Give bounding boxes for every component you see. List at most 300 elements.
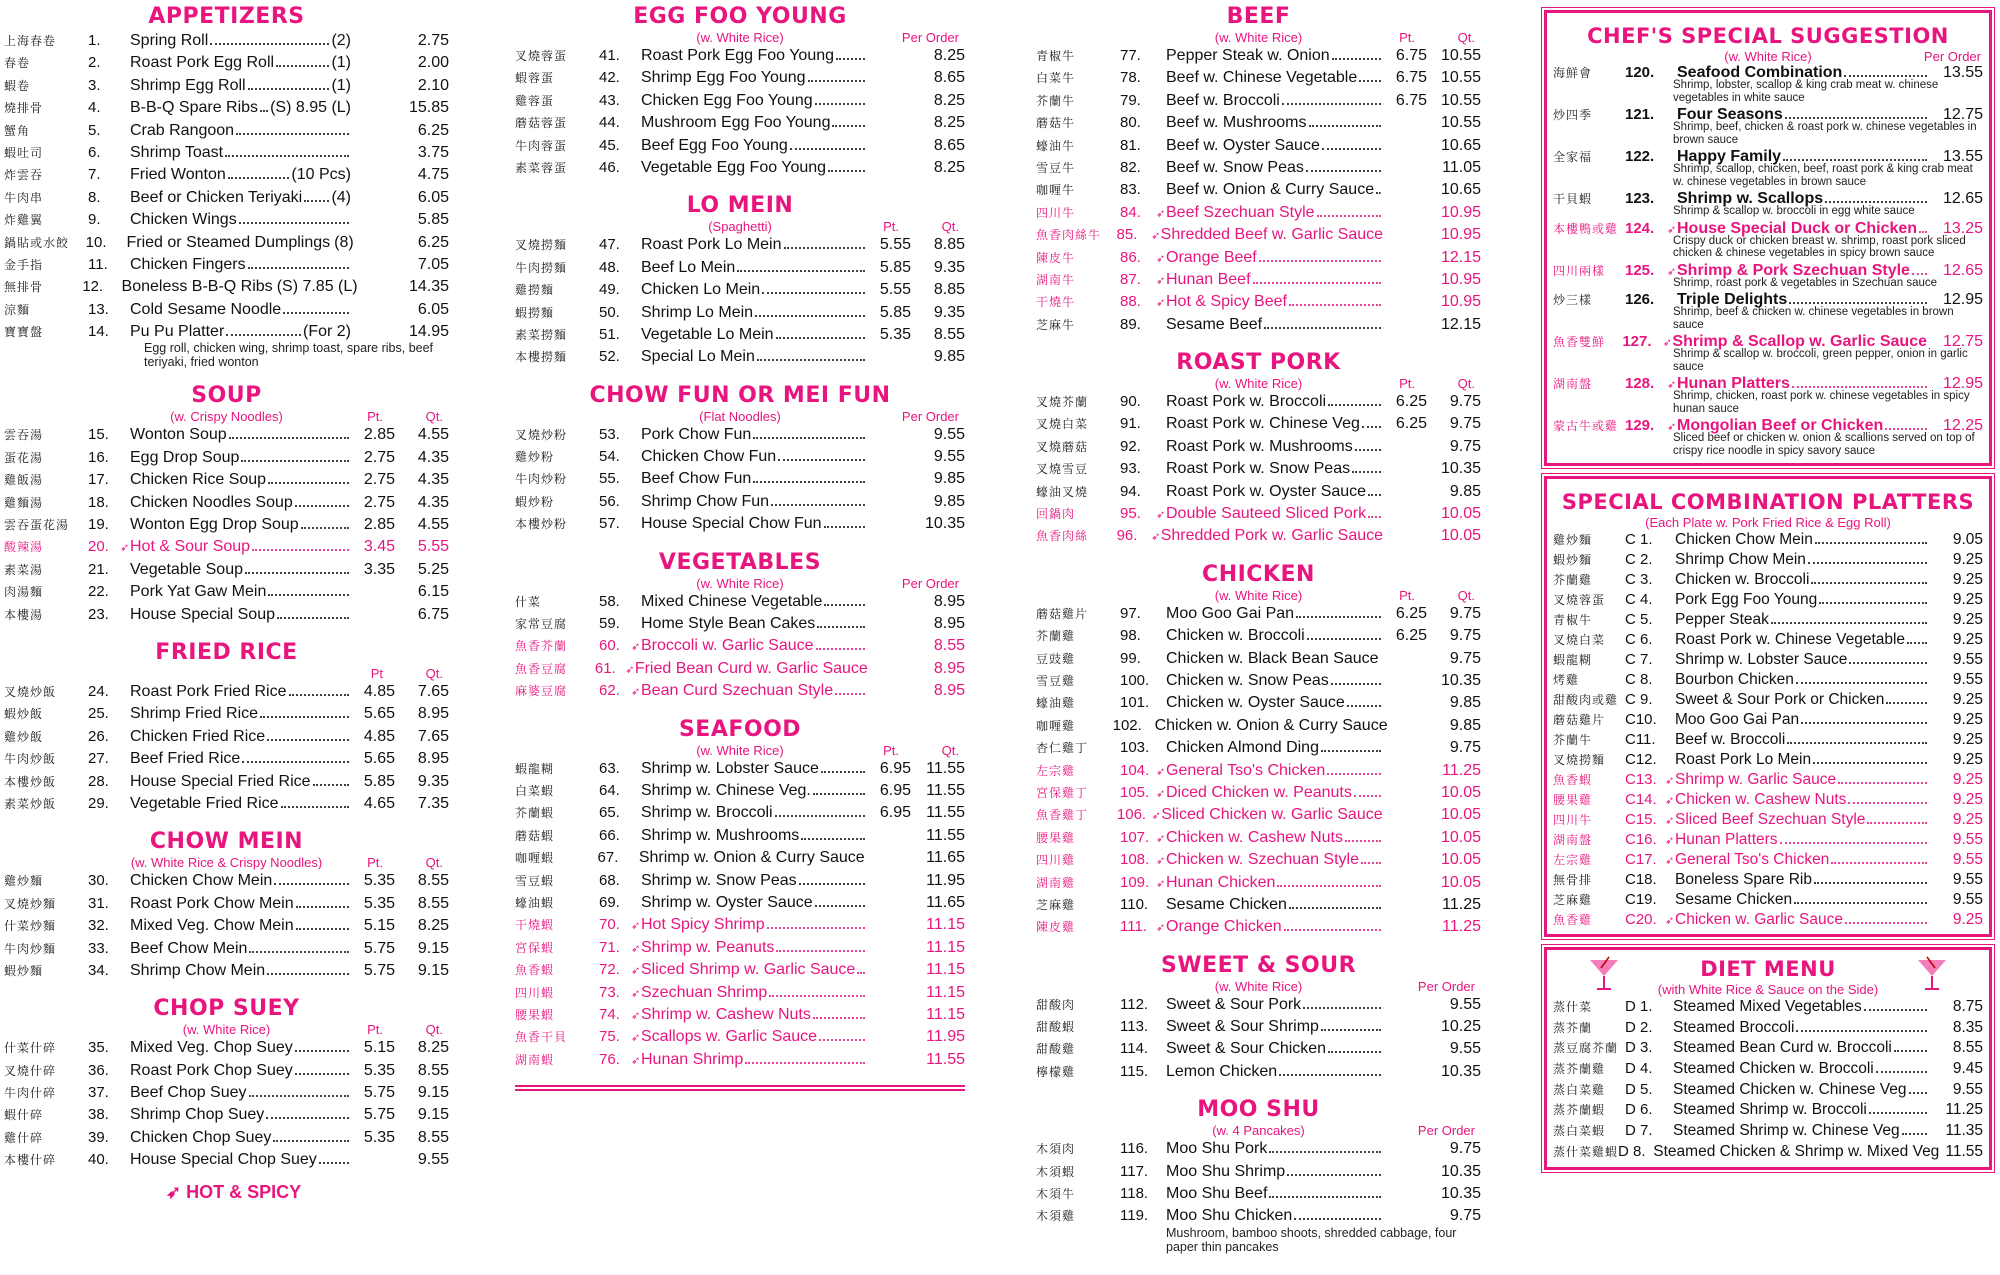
menu-item [515, 982, 965, 1004]
price-large: 9.75 [1449, 1207, 1481, 1225]
price-large: 8.55 [417, 894, 449, 912]
chili-pepper-icon: ➶ [1667, 223, 1677, 236]
leader-dots [1361, 862, 1381, 864]
price-large: 10.55 [1440, 69, 1481, 87]
item-number: 65. [599, 804, 620, 822]
menu-item [4, 30, 449, 52]
leader-dots [260, 716, 349, 718]
chinese-name: 素菜蓉蛋 [515, 160, 568, 175]
leader-dots [753, 481, 865, 483]
menu-item [4, 75, 449, 97]
price-large: 9.75 [1449, 627, 1481, 645]
item-name: Roast Pork w. Broccoli [1166, 393, 1327, 411]
chinese-name: 湖南盤 [1553, 377, 1593, 391]
chinese-name: 叉燒蘑菇 [1036, 439, 1089, 454]
price: 9.05 [1952, 531, 1983, 548]
item-number: 21. [88, 560, 109, 578]
price-small: 4.65 [363, 794, 395, 812]
item-number: 118. [1120, 1185, 1149, 1203]
price-large: 11.65 [926, 893, 965, 911]
item-number: 22. [88, 583, 109, 601]
item-note: (1) [331, 54, 351, 72]
chinese-name: 叉燒白菜 [1553, 633, 1606, 647]
chinese-name: 牛肉撈麵 [515, 260, 568, 275]
chinese-name: 蝦炒飯 [4, 707, 44, 722]
section-title: CHOP SUEY [153, 996, 300, 1022]
item-name: Shrimp Chop Suey [130, 1106, 265, 1124]
price-large: 9.35 [933, 258, 965, 276]
item-note: (For 2) [303, 323, 351, 341]
price-large: 7.65 [417, 727, 449, 745]
chili-pepper-icon: ➶ [631, 1054, 641, 1067]
menu-item [1036, 849, 1481, 871]
menu-item [1553, 530, 1983, 550]
item-number: 97. [1120, 604, 1141, 622]
leader-dots [808, 80, 865, 82]
item-name: Chicken Fingers [130, 255, 246, 273]
chili-pepper-icon: ➶ [631, 942, 641, 955]
item-number: 18. [88, 493, 109, 511]
menu-item [1036, 916, 1481, 938]
menu-section [4, 640, 449, 815]
menu-item [515, 1049, 965, 1071]
item-note: (S) 8.95 (L) [270, 99, 351, 117]
price-large: 4.75 [417, 166, 449, 184]
item-number: 43. [599, 91, 620, 109]
leader-dots [1331, 683, 1381, 685]
leader-dots [1912, 273, 1927, 275]
item-name: Wonton Egg Drop Soup [130, 516, 299, 534]
menu-item [1036, 827, 1481, 849]
chili-pepper-icon: ➶ [1156, 832, 1166, 845]
leader-dots [813, 1017, 865, 1019]
leader-dots [274, 883, 349, 885]
price-large: 10.35 [924, 515, 965, 533]
item-name: Beef w. Onion & Curry Sauce [1166, 181, 1375, 199]
section-subtitle: (w. White Rice) [1724, 49, 1812, 64]
menu-item [515, 680, 965, 702]
chinese-name: 甜酸雞 [1036, 1042, 1076, 1057]
price-small: 6.95 [879, 759, 911, 777]
leader-dots [824, 604, 865, 606]
leader-dots [1864, 1009, 1927, 1011]
price: 8.75 [1952, 998, 1983, 1015]
item-name: Mongolian Beef or Chicken [1677, 417, 1884, 434]
menu-item [1036, 692, 1481, 714]
price-small: 6.75 [1395, 69, 1427, 87]
leader-dots [753, 437, 865, 439]
item-name: Roast Pork Lo Mein [1675, 751, 1812, 768]
chili-pepper-icon: ➶ [1156, 787, 1166, 800]
leader-dots [1321, 1029, 1381, 1031]
item-description: Shrimp & scallop w. broccoli, green pepper, onion in garlic sauce [1673, 348, 1968, 373]
item-name: Pepper Steak w. Onion [1166, 47, 1330, 64]
item-note: (4) [331, 188, 351, 206]
chinese-name: 魚香干貝 [515, 1030, 568, 1045]
item-number: 124. [1625, 219, 1655, 237]
item-name: B-B-Q Spare Ribs [130, 99, 259, 117]
menu-item [4, 771, 449, 793]
menu-item [1553, 650, 1983, 670]
item-number: C20. [1625, 911, 1657, 928]
item-number: 26. [88, 727, 109, 745]
price: 12.75 [1942, 333, 1983, 350]
price-header-pt: Pt. [883, 742, 899, 758]
leader-dots [801, 838, 865, 840]
section-subtitle: (w. White Rice) [1214, 978, 1303, 994]
chinese-name: 涼麵 [4, 302, 31, 317]
chinese-name: 四川蝦 [515, 985, 555, 1000]
item-number: 24. [88, 682, 109, 700]
menu-item [515, 346, 965, 368]
leader-dots [737, 270, 865, 272]
item-name: Chicken Chow Mein [130, 872, 273, 890]
item-description: Shrimp, lobster, scallop & king crab meat w. chinese vegetables in white sauce [1673, 79, 1939, 104]
item-number: 82. [1120, 158, 1141, 176]
item-name: Steamed Shrimp w. Chinese Veg [1673, 1122, 1900, 1140]
item-name: Shrimp w. Mushrooms [641, 826, 800, 844]
menu-item [4, 232, 449, 254]
chinese-name: 雪豆牛 [1036, 160, 1076, 175]
menu-item [1036, 782, 1481, 804]
menu-item [4, 536, 449, 558]
menu-item [1553, 750, 1983, 770]
item-name: General Tso's Chicken [1166, 761, 1326, 779]
chinese-name: 湖南蝦 [515, 1052, 555, 1067]
menu-item [4, 1037, 449, 1059]
menu-item [4, 726, 449, 748]
item-number: 120. [1625, 64, 1655, 81]
menu-item [1036, 670, 1481, 692]
chinese-name: 左宗雞 [1036, 763, 1076, 778]
chinese-name: 素菜撈麵 [515, 327, 568, 342]
chinese-name: 酸辣湯 [4, 540, 44, 555]
item-name: Lemon Chicken [1166, 1062, 1278, 1080]
chili-pepper-icon: ➶ [1662, 337, 1672, 349]
chili-pepper-icon: ➶ [1665, 775, 1675, 787]
menu-item [1036, 525, 1481, 547]
item-number: 106. [1116, 806, 1147, 824]
chinese-name: 檸檬雞 [1036, 1064, 1076, 1079]
chinese-name: 蠔油叉燒 [1036, 484, 1089, 499]
item-name: Hunan Chicken [1166, 873, 1276, 891]
menu-item [1036, 1038, 1481, 1060]
price: 13.55 [1942, 64, 1983, 81]
price-large: 6.25 [417, 121, 449, 139]
item-name: Chicken w. Szechuan Style [1166, 851, 1359, 869]
leader-dots [819, 1039, 865, 1041]
menu-item [515, 914, 965, 936]
item-description: Shrimp, scallop, chicken, beef, roast pork & king crab meat w. chinese vegetables in brown sauce [1673, 163, 1973, 188]
item-number: 64. [599, 781, 620, 799]
leader-dots [239, 222, 349, 224]
item-name: Chicken Wings [130, 211, 237, 229]
chinese-name: 牛肉炒粉 [515, 472, 568, 487]
menu-item [515, 758, 965, 780]
chinese-name: 烤雞 [1553, 673, 1580, 687]
item-number: C11. [1625, 731, 1656, 748]
leader-dots [1844, 75, 1927, 77]
item-name: Vegetable Soup [130, 560, 243, 578]
item-name: Sweet & Sour Chicken [1166, 1040, 1327, 1058]
item-description: Shrimp, beef, chicken & roast pork w. chinese vegetables in brown sauce [1673, 121, 1977, 146]
item-name: Steamed Mixed Vegetables [1673, 998, 1862, 1015]
leader-dots [1813, 762, 1927, 764]
section-subtitle-row [1036, 588, 1481, 603]
chinese-name: 白菜牛 [1036, 71, 1076, 86]
item-name: Shredded Pork w. Garlic Sauce [1160, 527, 1384, 545]
item-number: 29. [88, 794, 109, 812]
menu-section [1036, 562, 1481, 939]
chinese-name: 干燒牛 [1036, 295, 1076, 310]
item-number: 85. [1116, 226, 1138, 244]
item-number: 13. [88, 300, 109, 318]
menu-item [4, 97, 449, 119]
menu-item [1036, 224, 1481, 246]
item-name: Chicken w. Oyster Sauce [1166, 694, 1345, 712]
chinese-name: 腰果蝦 [515, 1007, 555, 1022]
leader-dots [273, 1140, 349, 1142]
item-description: Egg roll, chicken wing, shrimp toast, spare ribs, beef teriyaki, fried wonton [144, 341, 434, 370]
leader-dots [1309, 125, 1382, 127]
chinese-name: 白菜蝦 [515, 783, 555, 798]
chinese-name: 甜酸蝦 [1036, 1020, 1076, 1035]
item-name: Wonton Soup [130, 426, 227, 444]
menu-item [4, 142, 449, 164]
price-large: 8.25 [933, 114, 965, 132]
leader-dots [1783, 159, 1927, 161]
menu-column-2 [515, 0, 965, 1091]
chinese-name: 湖南牛 [1036, 272, 1076, 287]
leader-dots [1801, 722, 1927, 724]
price-large: 11.55 [926, 826, 965, 844]
menu-item [515, 780, 965, 802]
leader-dots [1282, 103, 1381, 105]
item-number: 129. [1625, 417, 1655, 434]
chinese-name: 叉燒炒麵 [4, 896, 57, 911]
section-subtitle-row [1553, 982, 1983, 997]
item-number: C10. [1625, 711, 1657, 728]
item-number: 47. [599, 236, 620, 254]
leader-dots [1259, 260, 1381, 262]
menu-item [1036, 314, 1481, 336]
chinese-name: 蒸芥蘭蝦 [1553, 1103, 1606, 1118]
section-title: CHOW FUN OR MEI FUN [589, 382, 891, 408]
item-number: 32. [88, 917, 109, 935]
menu-item [1036, 503, 1481, 525]
menu-item [4, 469, 449, 491]
chinese-name: 陳皮牛 [1036, 250, 1076, 265]
menu-item [1553, 610, 1983, 630]
menu-item [1036, 112, 1481, 134]
leader-dots [755, 315, 865, 317]
section-title: CHICKEN [1202, 561, 1315, 587]
menu-item [1553, 770, 1983, 790]
chinese-name: 芥蘭蝦 [515, 806, 555, 821]
leader-dots [249, 951, 349, 953]
item-number: 39. [88, 1128, 109, 1146]
leader-dots [1327, 773, 1381, 775]
leader-dots [1376, 192, 1381, 194]
menu-item [4, 164, 449, 186]
chinese-name: 四川牛 [1036, 205, 1076, 220]
price-header: Per Order [1923, 49, 1981, 64]
chinese-name: 叉燒白菜 [1036, 417, 1089, 432]
leader-dots [295, 1073, 349, 1075]
price-small: 5.35 [363, 894, 395, 912]
item-number: 81. [1120, 136, 1141, 154]
price-large: 11.65 [926, 849, 965, 867]
chinese-name: 甜酸肉 [1036, 997, 1076, 1012]
item-number: 70. [599, 916, 620, 934]
item-name: Hunan Platters [1677, 375, 1790, 392]
menu-section [4, 383, 449, 626]
item-name: Chicken Almond Ding [1166, 739, 1319, 757]
item-number: C 1. [1625, 531, 1653, 548]
item-number: 128. [1625, 375, 1655, 392]
item-name: Vegetable Lo Mein [641, 325, 774, 343]
price-small: 6.25 [1395, 415, 1427, 433]
leader-dots [249, 1095, 349, 1097]
price-large: 4.55 [417, 516, 449, 534]
menu-item [1553, 1142, 1983, 1163]
price-small: 5.55 [879, 236, 911, 254]
chinese-name: 雲吞湯 [4, 428, 44, 443]
menu-column-1 [4, 0, 449, 1203]
chinese-name: 叉燒什碎 [4, 1063, 57, 1078]
price: 12.65 [1942, 261, 1983, 279]
menu-item [4, 1082, 449, 1104]
menu-item [515, 112, 965, 134]
item-name: Shrimp Egg Foo Young [641, 69, 806, 87]
item-number: 125. [1625, 261, 1655, 279]
item-number: 108. [1120, 851, 1150, 869]
item-name: Beef Egg Foo Young [641, 136, 788, 154]
item-number: 117. [1120, 1162, 1149, 1180]
item-number: 54. [599, 448, 620, 466]
item-number: 86. [1120, 248, 1141, 266]
price-small: 5.65 [363, 705, 395, 723]
price-large: 10.95 [1440, 226, 1481, 244]
item-name: Vegetable Egg Foo Young [641, 158, 827, 176]
menu-item [1553, 1100, 1983, 1121]
menu-item [1036, 157, 1481, 179]
item-name: House Special Chop Suey [130, 1151, 317, 1169]
item-name: Happy Family [1677, 148, 1782, 165]
menu-item [1553, 590, 1983, 610]
item-number: 55. [599, 470, 620, 488]
item-name: Bourbon Chicken [1675, 671, 1794, 688]
menu-column-3 [1036, 0, 1481, 1268]
item-name: Mixed Veg. Chop Suey [130, 1039, 293, 1057]
chinese-name: 木須雞 [1036, 1209, 1076, 1224]
item-number: 76. [599, 1050, 620, 1068]
menu-item [1036, 202, 1481, 224]
item-name: Steamed Bean Curd w. Broccoli [1673, 1039, 1892, 1057]
leader-dots [248, 88, 330, 90]
chili-pepper-icon: ➶ [1151, 230, 1161, 243]
price-small: 5.15 [363, 1039, 395, 1057]
item-number: 4. [88, 99, 101, 117]
price-small: 5.55 [879, 281, 911, 299]
leader-dots [1277, 885, 1381, 887]
chinese-name: 本樓湯 [4, 607, 44, 622]
chinese-name: 雞炒麵 [4, 874, 44, 889]
leader-dots [229, 437, 349, 439]
price-large: 2.10 [417, 76, 449, 94]
price-large: 11.55 [926, 781, 965, 799]
price-large: 9.75 [1449, 604, 1481, 622]
chinese-name: 家常豆腐 [515, 617, 568, 632]
item-name: Beef Szechuan Style [1166, 203, 1315, 221]
price: 9.55 [1952, 871, 1983, 888]
chinese-name: 什菜炒麵 [4, 919, 57, 934]
menu-item [4, 187, 449, 209]
item-name: Hot & Sour Soup [130, 538, 251, 556]
item-name: Beef w. Chinese Vegetable [1166, 69, 1358, 87]
item-number: 3. [88, 76, 101, 94]
leader-dots [775, 815, 865, 817]
price: 12.95 [1942, 375, 1983, 392]
menu-item [515, 613, 965, 635]
price-large: 9.85 [1449, 694, 1481, 712]
combination-platters-box [1544, 476, 1992, 937]
leader-dots [1885, 428, 1927, 430]
leader-dots [1307, 638, 1381, 640]
chinese-name: 雞炒麵 [1553, 533, 1593, 547]
item-name: Beef Chow Fun [641, 470, 752, 488]
leader-dots [1332, 58, 1381, 60]
item-number: 49. [599, 281, 620, 299]
price-large: 6.75 [417, 605, 449, 623]
menu-item [1553, 1121, 1983, 1142]
section-subtitle-row [4, 666, 449, 681]
leader-dots [1792, 386, 1927, 388]
item-description: Shrimp, chicken, roast pork w. chinese vegetables in spicy hunan sauce [1673, 390, 1970, 415]
section-subtitle: (w. White Rice) [1214, 376, 1303, 392]
price-small: 6.25 [1395, 627, 1427, 645]
item-name: Chicken Chow Mein [1675, 531, 1813, 548]
chili-pepper-icon: ➶ [1156, 274, 1166, 287]
chinese-name: 炸雞翼 [4, 213, 44, 228]
price-large: 11.15 [926, 916, 965, 934]
leader-dots [1796, 1030, 1927, 1032]
item-number: 53. [599, 425, 620, 443]
item-number: 35. [88, 1039, 109, 1057]
item-name: Beef w. Broccoli [1675, 731, 1786, 748]
item-number: 17. [88, 471, 109, 489]
chili-pepper-icon: ➶ [1156, 207, 1166, 220]
item-name: Chicken w. Black Bean Sauce [1166, 649, 1379, 667]
menu-item [4, 276, 449, 298]
menu-item [1036, 45, 1481, 67]
chinese-name: 干燒蝦 [515, 918, 555, 933]
price-large: 5.55 [417, 538, 449, 556]
menu-section [515, 550, 965, 703]
leader-dots [776, 337, 865, 339]
item-number: 16. [88, 448, 109, 466]
chinese-name: 青椒牛 [1553, 613, 1593, 627]
menu-item [515, 157, 965, 179]
item-name: Mixed Veg. Chow Mein [130, 917, 294, 935]
item-number: 20. [88, 538, 109, 556]
price-large: 8.55 [933, 325, 965, 343]
price-header-pt: Pt. [1399, 30, 1415, 45]
price-large: 10.05 [1440, 828, 1481, 846]
section-subtitle-row [515, 743, 965, 758]
leader-dots [824, 526, 865, 528]
item-name: Chicken Chow Fun [641, 448, 777, 466]
